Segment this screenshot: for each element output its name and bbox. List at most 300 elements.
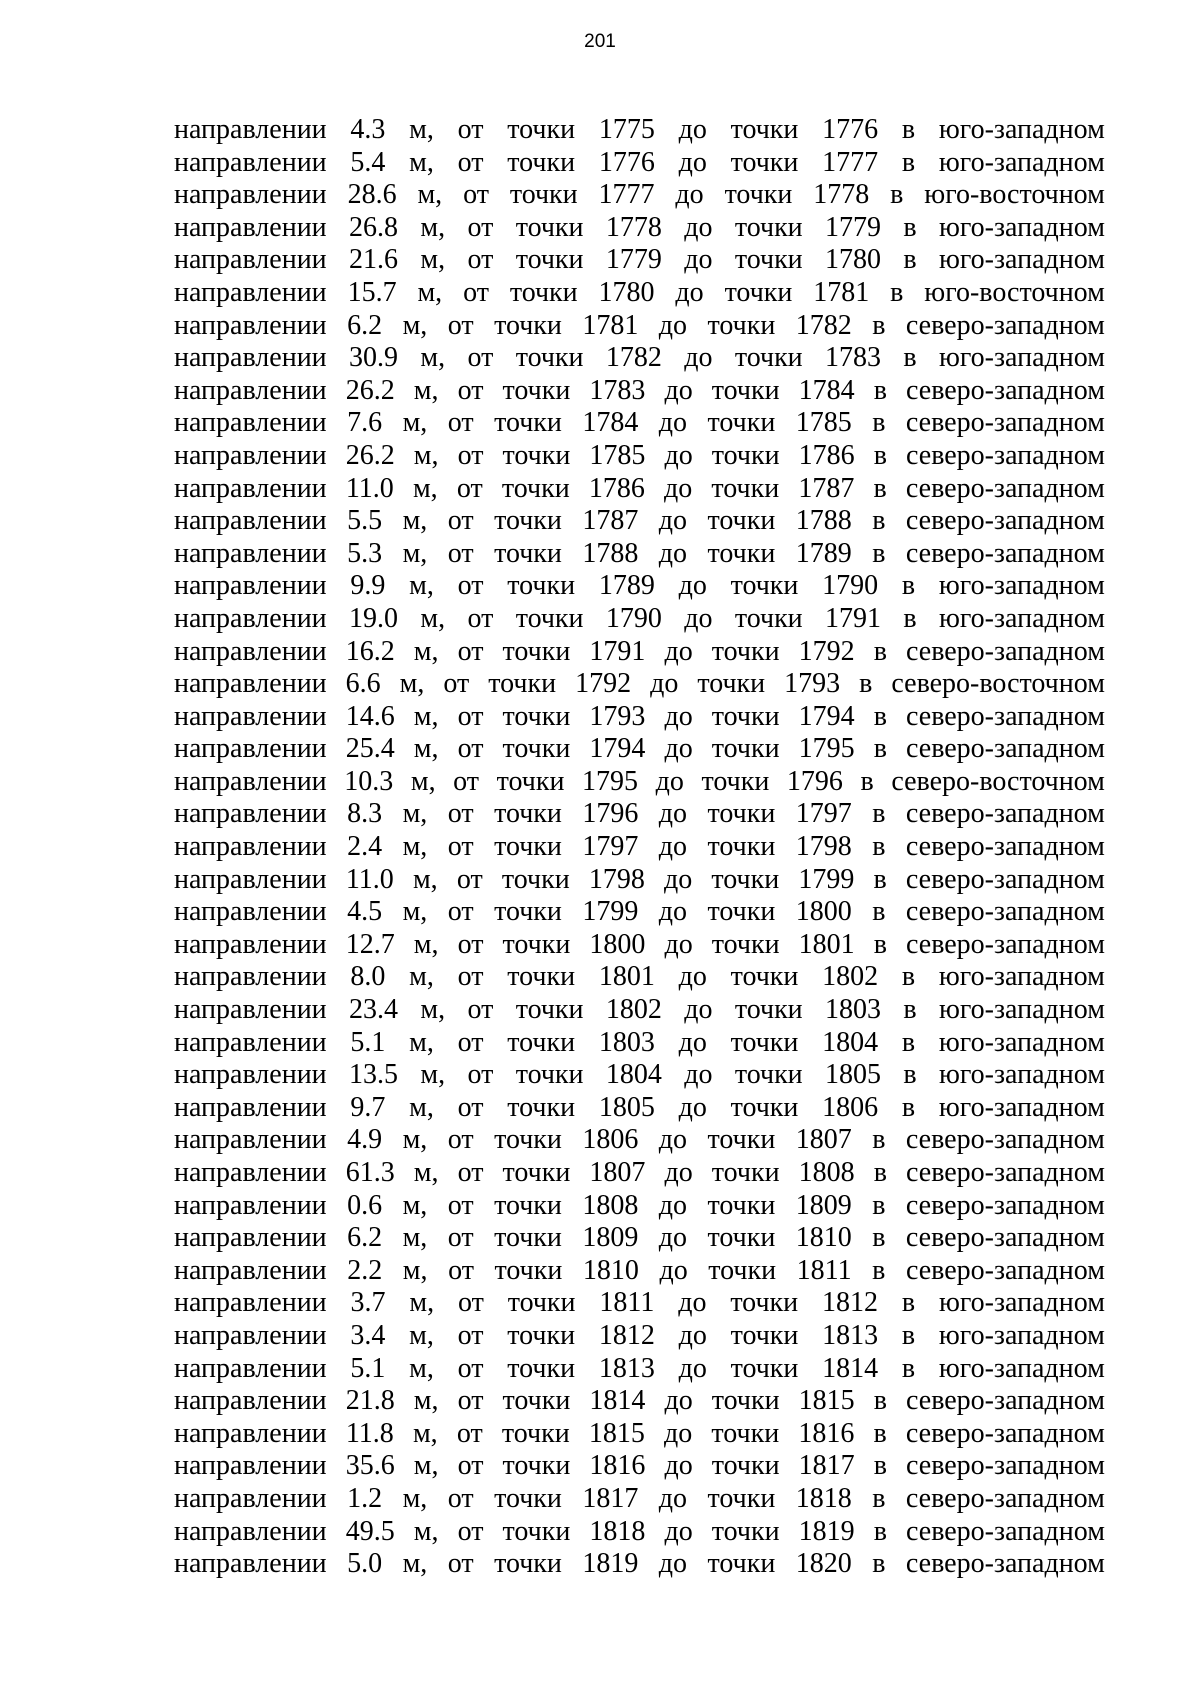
word: до (658, 407, 688, 439)
word: 1776 (822, 114, 879, 145)
text-line (174, 212, 1105, 245)
word: точки (507, 1287, 576, 1319)
word: в (873, 1515, 887, 1547)
text-line (174, 147, 1105, 180)
word: от (457, 635, 484, 667)
word: северо-восточном (891, 668, 1105, 700)
word: направлении (174, 146, 327, 178)
word: от (447, 896, 474, 928)
word: 1782 (605, 342, 662, 374)
text-line (174, 375, 1105, 408)
word: в (903, 994, 917, 1026)
word: направлении (174, 244, 327, 276)
word: до (658, 1482, 688, 1514)
word: направлении (174, 439, 327, 471)
word: до (678, 146, 707, 178)
word: юго-западном (938, 114, 1105, 145)
word: точки (711, 1417, 780, 1449)
word: точки (501, 1417, 570, 1449)
word: 1780 (825, 244, 882, 276)
word: м, (412, 472, 438, 504)
text-line (174, 440, 1105, 473)
word: 1813 (598, 1352, 655, 1384)
word: 1815 (588, 1417, 645, 1449)
word: в (873, 472, 887, 504)
word: направлении (174, 537, 327, 569)
word: в (873, 863, 887, 895)
word: от (457, 700, 484, 732)
text-line (174, 1483, 1105, 1516)
word: точки (734, 602, 803, 634)
word: направлении (174, 1157, 327, 1188)
word: точки (730, 961, 799, 993)
word: 4.9 (347, 1124, 383, 1156)
word: 12.7 (345, 928, 395, 960)
word: точки (724, 276, 793, 308)
text-line (174, 505, 1105, 538)
word: 1780 (598, 276, 655, 308)
word: м, (402, 798, 428, 830)
word: 8.3 (347, 798, 383, 830)
word: 1778 (813, 179, 870, 211)
word: 11.0 (345, 472, 394, 504)
word: 35.6 (345, 1450, 395, 1482)
text-line (174, 766, 1105, 799)
word: 8.0 (350, 961, 386, 993)
word: 1813 (822, 1319, 879, 1351)
word: северо-западном (905, 896, 1105, 928)
word: от (463, 276, 489, 308)
word: м, (412, 1417, 438, 1449)
word: точки (711, 733, 780, 765)
word: юго-западном (938, 602, 1105, 634)
word: юго-западном (938, 211, 1105, 243)
word: м, (409, 570, 434, 602)
word: точки (502, 1450, 571, 1482)
word: 4.3 (350, 114, 386, 145)
word: до (658, 505, 688, 537)
word: 1811 (796, 1254, 852, 1286)
word: направлении (174, 211, 327, 243)
word: до (684, 211, 713, 243)
word: м, (417, 179, 443, 211)
word: точки (515, 1059, 584, 1091)
word: точки (707, 1189, 776, 1221)
word: 6.6 (345, 668, 381, 700)
word: м, (402, 505, 428, 537)
word: в (901, 570, 916, 602)
word: северо-западном (905, 1548, 1105, 1580)
text-line (174, 961, 1105, 994)
word: 11.0 (345, 863, 394, 895)
word: точки (502, 700, 571, 732)
word: точки (501, 863, 570, 895)
word: юго-западном (938, 961, 1105, 993)
word: точки (707, 1482, 776, 1514)
word: направлении (174, 1091, 327, 1123)
word: от (457, 1091, 484, 1123)
word: точки (707, 1548, 776, 1580)
word: в (873, 1385, 887, 1417)
text-line (174, 1287, 1105, 1320)
word: точки (507, 114, 576, 145)
word: 9.7 (350, 1091, 386, 1123)
word: точки (507, 961, 576, 993)
word: точки (494, 1222, 562, 1254)
word: точки (730, 146, 799, 178)
word: м, (409, 961, 434, 993)
word: 1783 (825, 342, 882, 374)
word: точки (730, 114, 799, 145)
word: от (467, 1059, 494, 1091)
word: точки (515, 602, 584, 634)
word: 1777 (822, 146, 879, 178)
text-line (174, 310, 1105, 343)
word: 1807 (589, 1157, 646, 1188)
word: юго-западном (938, 1091, 1105, 1123)
word: юго-западном (938, 1352, 1105, 1384)
word: направлении (174, 1124, 327, 1156)
word: в (872, 537, 886, 569)
word: от (457, 1287, 484, 1319)
text-line (174, 1353, 1105, 1386)
word: от (457, 1026, 484, 1058)
word: точки (734, 211, 803, 243)
word: до (678, 1026, 707, 1058)
word: до (675, 179, 704, 211)
word: 26.2 (345, 374, 395, 406)
word: до (684, 602, 713, 634)
text-line (174, 114, 1105, 147)
word: 6.2 (347, 309, 383, 341)
word: 1805 (825, 1059, 882, 1091)
word: до (658, 1124, 688, 1156)
text-line (174, 538, 1105, 571)
word: от (456, 472, 483, 504)
text-line (174, 1222, 1105, 1255)
word: от (457, 570, 484, 602)
word: направлении (174, 179, 327, 211)
word: м, (402, 1482, 428, 1514)
word: до (650, 668, 679, 700)
word: 1798 (795, 831, 852, 863)
word: в (872, 1189, 886, 1221)
word: до (678, 1319, 707, 1351)
word: м, (413, 928, 439, 960)
word: м, (420, 1059, 446, 1091)
word: 1812 (821, 1287, 878, 1319)
word: точки (724, 179, 793, 211)
word: юго-западном (938, 1287, 1105, 1319)
word: 1776 (598, 146, 655, 178)
word: до (658, 831, 688, 863)
word: до (684, 994, 713, 1026)
text-line (174, 1092, 1105, 1125)
word: 1802 (605, 994, 662, 1026)
word: 1810 (582, 1254, 639, 1286)
word: м, (420, 244, 446, 276)
word: до (664, 700, 693, 732)
word: юго-западном (938, 994, 1105, 1026)
word: точки (494, 1254, 563, 1286)
word: направлении (174, 668, 327, 700)
word: 1788 (795, 505, 852, 537)
word: от (447, 537, 474, 569)
text-line (174, 1059, 1105, 1092)
word: северо-западном (906, 700, 1105, 732)
word: от (447, 1482, 474, 1514)
word: точки (711, 928, 780, 960)
word: в (873, 928, 887, 960)
word: точки (496, 765, 565, 797)
word: 1791 (589, 635, 646, 667)
word: точки (734, 1059, 803, 1091)
word: северо-западном (906, 635, 1105, 667)
word: точки (494, 407, 562, 439)
word: в (901, 114, 916, 145)
word: точки (707, 1124, 776, 1156)
word: юго-восточном (924, 179, 1105, 211)
word: северо-западном (905, 1482, 1105, 1514)
word: 1785 (589, 439, 646, 471)
word: м, (402, 1124, 428, 1156)
word: юго-западном (938, 1059, 1105, 1091)
word: м, (409, 1091, 434, 1123)
word: в (872, 1124, 886, 1156)
word: 1809 (795, 1189, 852, 1221)
word: м, (409, 1352, 434, 1384)
word: направлении (174, 1385, 327, 1417)
word: точки (502, 439, 571, 471)
word: в (890, 179, 904, 211)
word: северо-западном (905, 1222, 1105, 1254)
word: северо-западном (906, 1157, 1105, 1188)
word: точки (502, 635, 571, 667)
word: направлении (174, 733, 327, 765)
word: до (664, 1450, 693, 1482)
word: м, (409, 1026, 434, 1058)
word: 28.6 (347, 179, 397, 211)
word: 1799 (798, 863, 855, 895)
word: 1.2 (347, 1482, 383, 1514)
word: 1790 (605, 602, 662, 634)
text-line (174, 244, 1105, 277)
word: от (447, 407, 474, 439)
word: 1784 (798, 374, 855, 406)
word: северо-западном (905, 798, 1105, 830)
word: 16.2 (345, 635, 395, 667)
word: от (467, 994, 494, 1026)
word: точки (711, 1385, 780, 1417)
word: 13.5 (349, 1059, 399, 1091)
word: северо-западном (905, 1254, 1105, 1286)
word: до (678, 961, 707, 993)
word: от (457, 1157, 484, 1188)
word: 1782 (795, 309, 852, 341)
word: направлении (174, 1319, 327, 1351)
word: в (872, 896, 886, 928)
word: 23.4 (349, 994, 399, 1026)
word: точки (730, 1287, 799, 1319)
word: 1775 (598, 114, 655, 145)
word: 1790 (822, 570, 879, 602)
text-line (174, 1124, 1105, 1157)
word: точки (730, 570, 799, 602)
word: в (873, 1450, 887, 1482)
word: точки (711, 1515, 780, 1547)
word: м, (410, 765, 436, 797)
word: в (873, 733, 887, 765)
word: в (890, 276, 904, 308)
word: 1814 (822, 1352, 879, 1384)
word: м, (409, 114, 434, 145)
word: точки (509, 179, 578, 211)
word: точки (502, 374, 571, 406)
word: направлении (174, 700, 327, 732)
text-line (174, 831, 1105, 864)
word: 3.4 (350, 1319, 386, 1351)
word: от (447, 831, 474, 863)
word: в (901, 961, 916, 993)
word: точки (509, 276, 578, 308)
word: 1806 (822, 1091, 879, 1123)
word: точки (507, 570, 576, 602)
word: м, (402, 1548, 428, 1580)
word: точки (507, 146, 576, 178)
word: точки (494, 798, 562, 830)
word: точки (494, 896, 562, 928)
word: точки (707, 407, 776, 439)
word: от (448, 1254, 474, 1286)
word: до (658, 309, 688, 341)
word: 1777 (598, 179, 655, 211)
word: в (872, 1222, 886, 1254)
text-line (174, 570, 1105, 603)
word: юго-восточном (924, 276, 1105, 308)
word: 1779 (605, 244, 662, 276)
page-number: 201 (584, 31, 616, 52)
word: 1801 (598, 961, 655, 993)
body-text (174, 114, 1105, 1581)
word: до (658, 537, 688, 569)
word: до (675, 276, 704, 308)
word: 1800 (589, 928, 646, 960)
word: от (453, 765, 480, 797)
word: точки (502, 733, 571, 765)
word: м, (413, 700, 439, 732)
word: 21.8 (345, 1385, 395, 1417)
word: 5.0 (347, 1548, 383, 1580)
text-line (174, 473, 1105, 506)
word: 1804 (822, 1026, 879, 1058)
word: направлении (174, 1450, 327, 1482)
word: 5.5 (347, 505, 383, 537)
word: точки (711, 863, 780, 895)
word: м, (413, 374, 439, 406)
word: м, (413, 1515, 439, 1547)
word: точки (494, 1548, 562, 1580)
word: 1794 (589, 733, 646, 765)
word: 1803 (598, 1026, 655, 1058)
text-line (174, 733, 1105, 766)
word: 1801 (798, 928, 855, 960)
word: северо-западном (905, 537, 1105, 569)
word: м, (409, 1287, 435, 1319)
word: в (872, 407, 886, 439)
word: направлении (174, 831, 327, 863)
word: 1807 (795, 1124, 852, 1156)
word: от (457, 114, 484, 145)
word: точки (515, 244, 584, 276)
word: точки (730, 1352, 799, 1384)
word: направлении (174, 374, 327, 406)
word: точки (697, 668, 766, 700)
word: точки (494, 537, 562, 569)
word: точки (488, 668, 557, 700)
word: 1783 (589, 374, 646, 406)
text-line (174, 929, 1105, 962)
text-line (174, 1385, 1105, 1418)
word: 1795 (582, 765, 639, 797)
word: 1779 (825, 211, 882, 243)
word: в (873, 374, 887, 406)
text-line (174, 1450, 1105, 1483)
word: северо-западном (906, 1385, 1105, 1417)
word: точки (507, 1319, 576, 1351)
word: от (456, 1417, 483, 1449)
word: 61.3 (345, 1157, 395, 1188)
word: 1793 (589, 700, 646, 732)
word: 1796 (582, 798, 639, 830)
word: 1788 (582, 537, 639, 569)
word: 5.4 (350, 146, 386, 178)
text-line (174, 798, 1105, 831)
word: 1803 (825, 994, 882, 1026)
word: 26.8 (349, 211, 399, 243)
word: в (859, 668, 873, 700)
word: точки (707, 896, 776, 928)
word: направлении (174, 863, 327, 895)
word: точки (734, 342, 803, 374)
word: от (457, 961, 484, 993)
word: до (678, 1352, 707, 1384)
word: 1791 (825, 602, 882, 634)
word: 1787 (582, 505, 639, 537)
word: до (663, 1417, 693, 1449)
text-line (174, 603, 1105, 636)
word: в (872, 1482, 886, 1514)
word: точки (707, 1222, 776, 1254)
word: 5.1 (350, 1352, 386, 1384)
word: от (457, 1319, 484, 1351)
word: точки (734, 994, 803, 1026)
word: точки (494, 831, 562, 863)
word: северо-западном (905, 472, 1105, 504)
word: 5.1 (350, 1026, 386, 1058)
word: 4.5 (347, 896, 383, 928)
word: м, (413, 1385, 439, 1417)
word: точки (707, 798, 776, 830)
word: северо-западном (905, 407, 1105, 439)
word: направлении (174, 765, 327, 797)
word: 1795 (798, 733, 855, 765)
word: 1816 (589, 1450, 646, 1482)
word: от (467, 244, 494, 276)
word: северо-западном (906, 374, 1105, 406)
word: направлении (174, 798, 327, 830)
word: точки (711, 472, 780, 504)
word: 49.5 (345, 1515, 395, 1547)
